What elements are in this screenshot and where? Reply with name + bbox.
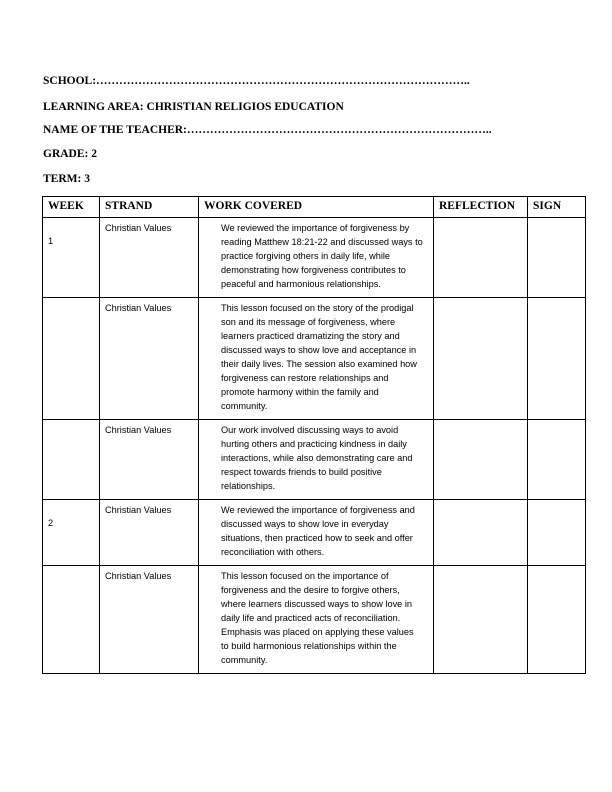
table-row <box>43 566 586 674</box>
learning-area-field: LEARNING AREA: CHRISTIAN RELIGIOS EDUCATION <box>43 101 344 113</box>
strand-cell: Christian Values <box>100 500 199 566</box>
week-cell <box>43 566 100 674</box>
table-row <box>43 500 586 566</box>
reflection-cell[interactable] <box>434 420 528 500</box>
reflection-cell[interactable] <box>434 566 528 674</box>
week-cell: 1 <box>43 218 100 298</box>
term-field: TERM: 3 <box>43 173 90 185</box>
work-covered-table <box>42 196 586 674</box>
work-covered-cell: This lesson focused on the story of the prodigal son and its message of forgiveness, where learners practiced dramatizing the story and discussed ways to show love and acceptance in their daily lives. The session also examined how forgiveness can restore relationships and promote harmony within the family and community. <box>199 298 434 420</box>
work-covered-cell: Our work involved discussing ways to avoid hurting others and practicing kindness in daily interactions, while also demonstrating care and respect towards friends to build positive relationships. <box>199 420 434 500</box>
strand-cell: Christian Values <box>100 420 199 500</box>
school-field: SCHOOL:…………………………………………………………………………………….. <box>43 75 470 87</box>
strand-cell: Christian Values <box>100 218 199 298</box>
sign-cell[interactable] <box>528 420 586 500</box>
column-header-work-covered: WORK COVERED <box>199 197 434 218</box>
grade-field: GRADE: 2 <box>43 148 97 160</box>
table-row <box>43 420 586 500</box>
sign-cell[interactable] <box>528 298 586 420</box>
work-covered-cell: This lesson focused on the importance of forgiveness and the desire to forgive others, where learners discussed ways to show love in daily life and practiced acts of reconciliation. Emphasis was placed on applying these values to build harmonious relationships within the community. <box>199 566 434 674</box>
week-cell <box>43 420 100 500</box>
table-row <box>43 298 586 420</box>
work-covered-cell: We reviewed the importance of forgiveness and discussed ways to show love in everyday situations, then practiced how to seek and offer reconciliation with others. <box>199 500 434 566</box>
table-row <box>43 218 586 298</box>
table-header-row <box>43 197 586 218</box>
sign-cell[interactable] <box>528 218 586 298</box>
strand-cell: Christian Values <box>100 298 199 420</box>
reflection-cell[interactable] <box>434 500 528 566</box>
reflection-cell[interactable] <box>434 298 528 420</box>
work-covered-cell: We reviewed the importance of forgiveness by reading Matthew 18:21-22 and discussed ways to practice forgiving others in daily life, while demonstrating how forgiveness contributes to peaceful and harmonious relationships. <box>199 218 434 298</box>
reflection-cell[interactable] <box>434 218 528 298</box>
week-cell <box>43 298 100 420</box>
column-header-reflection: REFLECTION <box>434 197 528 218</box>
column-header-strand: STRAND <box>100 197 199 218</box>
sign-cell[interactable] <box>528 500 586 566</box>
week-cell: 2 <box>43 500 100 566</box>
teacher-name-field: NAME OF THE TEACHER:…………………………………………………………………….. <box>43 124 492 136</box>
sign-cell[interactable] <box>528 566 586 674</box>
strand-cell: Christian Values <box>100 566 199 674</box>
column-header-week: WEEK <box>43 197 100 218</box>
column-header-sign: SIGN <box>528 197 586 218</box>
